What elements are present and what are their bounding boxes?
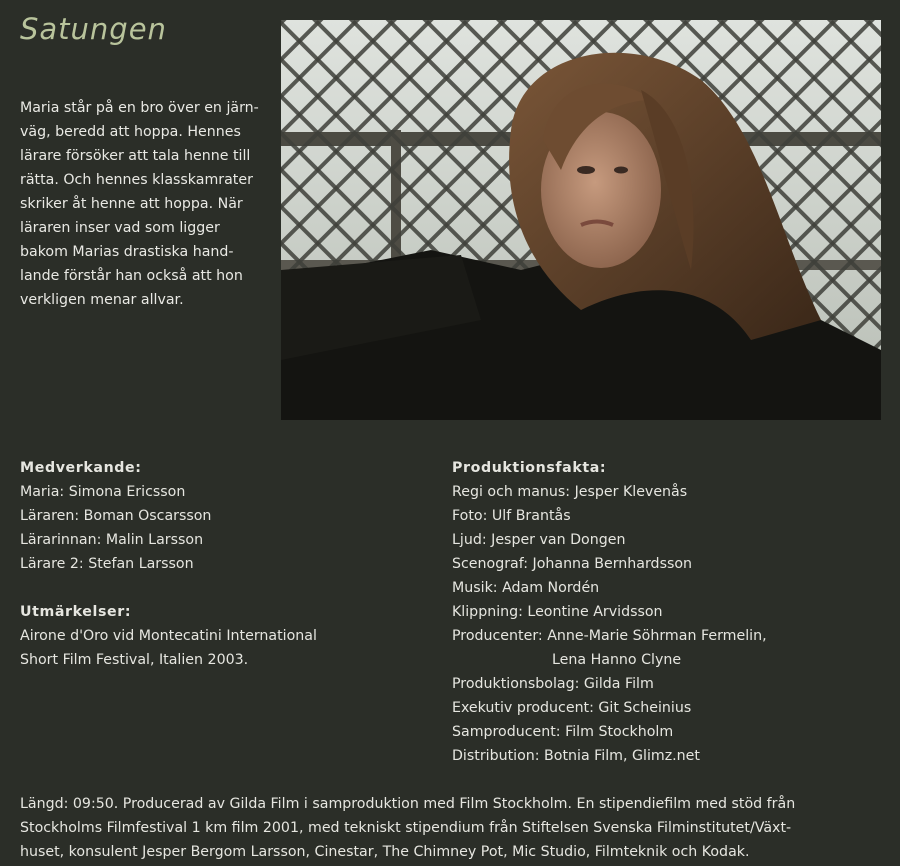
cast-item: Lärare 2: Stefan Larsson — [20, 556, 194, 572]
synopsis-line: skriker åt henne att hoppa. När — [20, 196, 243, 212]
synopsis-line: Maria står på en bro över en järn- — [20, 100, 259, 116]
credits-right-column — [452, 456, 892, 768]
cast-item: Maria: Simona Ericsson — [20, 484, 186, 500]
awards-heading: Utmärkelser: — [20, 604, 132, 620]
synopsis — [20, 96, 270, 312]
cast-heading: Medverkande: — [20, 460, 142, 476]
credits-left-column — [20, 456, 430, 672]
synopsis-line: läraren inser vad som ligger — [20, 220, 220, 236]
synopsis-line: verkligen menar allvar. — [20, 292, 184, 308]
production-item: Ljud: Jesper van Dongen — [452, 532, 626, 548]
film-still-image — [281, 20, 881, 420]
production-item: Foto: Ulf Brantås — [452, 508, 571, 524]
synopsis-line: väg, beredd att hoppa. Hennes — [20, 124, 241, 140]
page-title: Satungen — [20, 12, 167, 46]
synopsis-line: lande förstår han också att hon — [20, 268, 243, 284]
production-item-continuation: Lena Hanno Clyne — [552, 652, 682, 668]
footer-line: huset, konsulent Jesper Bergom Larsson, Cinestar, The Chimney Pot, Mic Studio, Filmteknik och Kodak. — [20, 844, 750, 860]
production-item: Produktionsbolag: Gilda Film — [452, 676, 654, 692]
production-item: Distribution: Botnia Film, Glimz.net — [452, 748, 700, 764]
footer-line: Längd: 09:50. Producerad av Gilda Film i samproduktion med Film Stockholm. En stipendiefilm med stöd från — [20, 796, 796, 812]
awards-item: Short Film Festival, Italien 2003. — [20, 652, 249, 668]
production-item: Musik: Adam Nordén — [452, 580, 600, 596]
cast-item: Lärarinnan: Malin Larsson — [20, 532, 204, 548]
production-item: Scenograf: Johanna Bernhardsson — [452, 556, 693, 572]
synopsis-line: rätta. Och hennes klasskamrater — [20, 172, 253, 188]
production-item: Klippning: Leontine Arvidsson — [452, 604, 663, 620]
production-item: Exekutiv producent: Git Scheinius — [452, 700, 692, 716]
footer-line: Stockholms Filmfestival 1 km film 2001, med tekniskt stipendium från Stiftelsen Svenska Filminstitutet/Växt- — [20, 820, 792, 836]
production-item: Samproducent: Film Stockholm — [452, 724, 674, 740]
synopsis-line: bakom Marias drastiska hand- — [20, 244, 234, 260]
production-item: Regi och manus: Jesper Klevenås — [452, 484, 688, 500]
synopsis-line: lärare försöker att tala henne till — [20, 148, 251, 164]
production-heading: Produktionsfakta: — [452, 460, 607, 476]
awards-item: Airone d'Oro vid Montecatini International — [20, 628, 317, 644]
footer-info — [20, 792, 890, 864]
cast-item: Läraren: Boman Oscarsson — [20, 508, 212, 524]
production-item: Producenter: Anne-Marie Söhrman Fermelin, — [452, 628, 767, 644]
